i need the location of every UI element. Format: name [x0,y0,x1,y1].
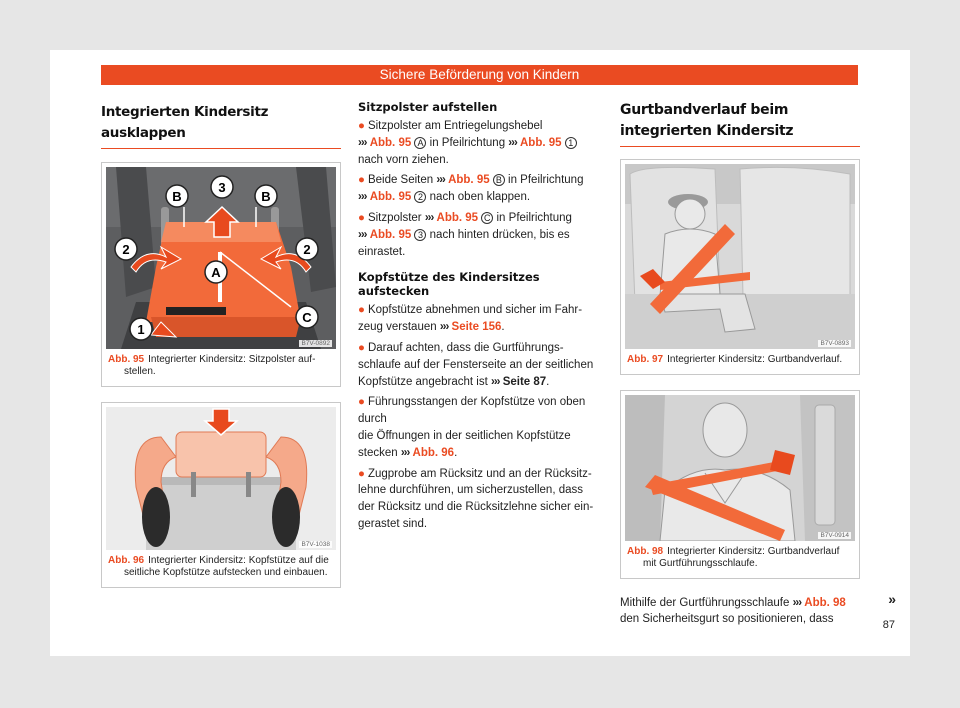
figure-96-number: Abb. 96 [108,555,145,566]
chapter-header: Sichere Beförderung von Kindern [101,65,858,85]
figure-97-caption-text: Integrierter Kindersitz: Gurtbandverlauf. [667,354,843,365]
figure-97-caption [621,349,859,374]
figure-96 [101,402,341,588]
step-3: ● Sitzpolster ››› Abb. 95 C in Pfeilrichtung ››› Abb. 95 3 nach hinten drücken, bis es einrastet. [358,211,572,258]
subheading-kopfstuetze: Kopfstütze des Kindersitzes aufstecken [358,270,540,299]
ref-link-seite87[interactable]: Seite 87 [502,375,547,388]
label-a: A [211,265,221,280]
bullet-icon: ● [358,120,365,132]
section-heading-ausklappen: Integrierten Kindersitz ausklappen [101,104,269,141]
ref-link-abb95[interactable]: Abb. 95 [520,136,562,149]
figure-96-code: B7V-1038 [301,541,330,548]
callout-b: B [493,174,505,186]
figure-96-caption [102,550,340,587]
figure-97-code: B7V-0893 [820,340,849,347]
figure-98 [620,390,860,579]
reference-arrows-icon: ››› [358,191,367,204]
bullet-icon: ● [358,467,365,480]
label-b-right: B [261,189,271,204]
right-column [620,100,860,627]
ref-link-abb96[interactable]: Abb. 96 [412,446,455,459]
figure-96-image [106,407,336,550]
reference-arrows-icon: ››› [436,174,445,187]
section-heading-gurtband: Gurtbandverlauf beim integrierten Kindersitz [620,102,794,139]
label-c: C [302,310,312,325]
ref-link-abb95[interactable]: Abb. 95 [436,211,479,224]
callout-1: 1 [565,137,577,149]
step-1: ● Sitzpolster am Entriegelungshebel ››› Abb. 95 A in Pfeilrichtung ››› Abb. 95 1 nach vorn ziehen. [358,118,602,168]
reference-arrows-icon: ››› [490,375,500,388]
bullet-icon: ● [358,174,365,187]
bullet-icon: ● [358,396,365,409]
figure-95-caption [102,349,340,386]
callout-a: A [414,137,426,149]
ref-link-abb95[interactable]: Abb. 95 [369,136,412,149]
figure-98-caption [621,541,859,578]
ref-link-seite156[interactable]: Seite 156 [451,321,502,334]
ref-link-abb95[interactable]: Abb. 95 [369,228,412,241]
left-column [101,102,341,588]
figure-98-image [625,395,855,541]
figure-95-number: Abb. 95 [108,354,145,365]
middle-column [358,100,602,533]
label-1: 1 [137,322,145,337]
figure-95-caption-text: Integrierter Kindersitz: Sitzpolster aufstellen. [124,354,316,377]
figure-98-caption-text: Integrierter Kindersitz: Gurtbandverlauf mit Gurtführungsschlaufe. [643,546,840,569]
reference-arrows-icon: ››› [358,136,367,149]
page-number: 87 [882,619,895,631]
label-3: 3 [218,180,226,195]
callout-c: C [481,212,493,224]
figure-97-number: Abb. 97 [627,354,664,365]
child-seat-unfold-illustration [106,167,336,349]
ref-link-abb95[interactable]: Abb. 95 [448,174,490,187]
label-b-left: B [172,189,182,204]
step-6: ● Führungsstangen der Kopfstütze von oben durch die Öffnungen in der seitlichen Kopfstütze stecken ››› Abb. 96. [358,396,586,459]
reference-arrows-icon: ››› [508,136,517,149]
figure-95-image [106,167,336,349]
headrest-illustration [106,407,336,550]
continue-marker-icon: » [888,591,896,607]
figure-98-number: Abb. 98 [627,546,664,557]
step-7: ● Zugprobe am Rücksitz und an der Rücksitzlehne durchführen, um sicherzustellen, dass der Rücksitz und die Rücksitzlehne sicher eingerastet sind. [358,467,594,530]
subheading-sitzpolster: Sitzpolster aufstellen [358,100,498,114]
reference-arrows-icon: ››› [792,597,802,609]
figure-97-image [625,164,855,349]
step-5: ● Darauf achten, dass die Gurtführungsschlaufe auf der Fensterseite an der seitlichen Kopfstütze angebracht ist ››› Seite 87. [358,341,594,388]
belt-guide-loop-illustration [625,395,855,541]
heading-rule [101,148,341,149]
label-2-left: 2 [122,242,130,257]
callout-2: 2 [414,191,426,203]
heading-rule [620,146,860,147]
figure-97 [620,159,860,375]
ref-link-abb98[interactable]: Abb. 98 [804,597,846,609]
step-4: ● Kopfstütze abnehmen und sicher im Fahrzeug verstauen ››› Seite 156. [358,304,583,334]
manual-page [50,50,910,656]
reference-arrows-icon: ››› [400,446,410,459]
figure-95 [101,162,341,387]
bullet-icon: ● [358,341,365,354]
figure-96-caption-text: Integrierter Kindersitz: Kopfstütze auf die seitliche Kopfstütze aufstecken und einbauen. [124,555,329,578]
bullet-icon: ● [358,211,365,224]
figure-98-code: B7V-0914 [820,532,849,539]
reference-arrows-icon: ››› [358,228,367,241]
step-2: ● Beide Seiten ››› Abb. 95 B in Pfeilrichtung ››› Abb. 95 2 nach oben klappen. [358,174,584,204]
figure-95-code: B7V-0892 [301,340,330,347]
belt-routing-child-illustration [625,164,855,349]
reference-arrows-icon: ››› [439,321,449,334]
reference-arrows-icon: ››› [424,211,434,224]
bullet-icon: ● [358,304,365,317]
ref-link-abb95[interactable]: Abb. 95 [369,191,412,204]
label-2-right: 2 [303,242,311,257]
callout-3: 3 [414,229,426,241]
belt-guide-paragraph: Mithilfe der Gurtführungsschlaufe ››› Abb. 98 den Sicherheitsgurt so positionieren, dass [620,597,846,625]
